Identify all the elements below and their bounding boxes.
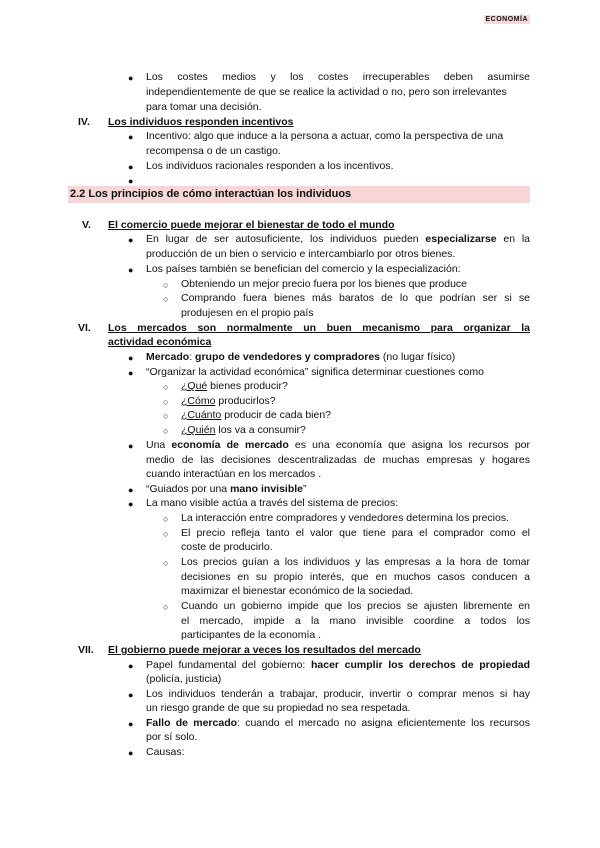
bullet-icon: ● <box>128 690 134 700</box>
bullet-icon: ● <box>128 176 134 186</box>
text-line: Mercado: grupo de vendedores y compradores (no lugar físico) <box>146 351 456 363</box>
text-line: Cuando un gobierno impide que los precios se ajusten libremente en <box>181 600 530 612</box>
header-label: ECONOMÍA <box>485 16 528 23</box>
text-line: Los individuos tenderán a trabajar, producir, invertir o comprar menos si hay <box>146 688 530 700</box>
roman-numeral: V. <box>82 219 91 231</box>
text-line: recompensa o de un castigo. <box>146 145 281 157</box>
text-line: Los precios guían a los individuos y las empresas a la hora de tomar <box>181 556 530 568</box>
text-line: La interacción entre compradores y vendedores determina los precios. <box>181 512 510 524</box>
text-line: (policía, justicia) <box>146 673 222 685</box>
circle-bullet-icon: ○ <box>163 294 169 304</box>
heading-vii: El gobierno puede mejorar a veces los resultados del mercado <box>108 644 421 656</box>
bullet-icon: ● <box>128 748 134 758</box>
text-line: un riesgo grande de que su propiedad no sea respetada. <box>146 702 411 714</box>
bullet-icon: ● <box>128 485 134 495</box>
bullet-icon: ● <box>128 235 134 245</box>
text-line: El precio refleja tanto el valor que tiene para el comprador como el <box>181 527 530 539</box>
text-line: En lugar de ser autosuficiente, los individuos pueden especializarse en la <box>146 233 530 245</box>
bullet-icon: ● <box>128 441 134 451</box>
text-line: para tomar una decisión. <box>146 101 262 113</box>
heading-iv: Los individuos responden incentivos <box>108 116 294 128</box>
text-line: Los países también se benefician del comercio y la especialización: <box>146 263 461 275</box>
text-line: Incentivo: algo que induce a la persona a actuar, como la perspectiva de una <box>146 130 504 142</box>
text-line: Comprando fuera bienes más baratos de lo que podrían ser si se <box>181 292 530 304</box>
section-heading: 2.2 Los principios de cómo interactúan los individuos <box>68 186 530 203</box>
text-line: Obteniendo un mejor precio fuera por los bienes que produce <box>181 278 468 290</box>
roman-numeral: VI. <box>78 322 91 334</box>
bullet-icon: ● <box>128 73 134 83</box>
text-line: el mercado, impide a la mano invisible coordine a todos los <box>181 615 530 627</box>
bullet-icon: ● <box>128 132 134 142</box>
text-line: coste de producirlo. <box>181 541 273 553</box>
circle-bullet-icon: ○ <box>163 514 169 524</box>
text-line: “Guiados por una mano invisible” <box>146 483 307 495</box>
bullet-icon: ● <box>128 353 134 363</box>
circle-bullet-icon: ○ <box>163 411 169 421</box>
roman-numeral: IV. <box>78 116 90 128</box>
heading-vi-cont: actividad económica <box>108 336 212 348</box>
text-line: Causas: <box>146 746 185 758</box>
text-line: Los costes medios y los costes irrecuperables deben asumirse <box>146 71 530 83</box>
text-line: ¿Quién los va a consumir? <box>181 424 306 436</box>
bullet-icon: ● <box>128 499 134 509</box>
circle-bullet-icon: ○ <box>163 280 169 290</box>
text-line: Los individuos racionales responden a los incentivos. <box>146 160 394 172</box>
text-line: Papel fundamental del gobierno: hacer cumplir los derechos de propiedad <box>146 659 530 671</box>
text-line: ¿Cuánto producir de cada bien? <box>181 409 332 421</box>
circle-bullet-icon: ○ <box>163 382 169 392</box>
text-line: Una economía de mercado es una economía que asigna los recursos por <box>146 439 530 451</box>
bullet-icon: ● <box>128 368 134 378</box>
circle-bullet-icon: ○ <box>163 426 169 436</box>
heading-vi: Los mercados son normalmente un buen mecanismo para organizar la <box>108 322 530 334</box>
circle-bullet-icon: ○ <box>163 602 169 612</box>
circle-bullet-icon: ○ <box>163 529 169 539</box>
bullet-icon: ● <box>128 162 134 172</box>
circle-bullet-icon: ○ <box>163 558 169 568</box>
text-line: produjesen en el propio país <box>181 307 314 319</box>
text-line: ¿Cómo producirlos? <box>181 395 276 407</box>
text-line: La mano visible actúa a través del sistema de precios: <box>146 497 399 509</box>
circle-bullet-icon: ○ <box>163 397 169 407</box>
text-line: decisiones en su propio interés, que en muchos casos conducen a <box>181 571 530 583</box>
text-line: independientemente de que se realice la actividad o no, pero son irrelevantes <box>146 86 507 98</box>
heading-v: El comercio puede mejorar el bienestar de todo el mundo <box>108 219 395 231</box>
bullet-icon: ● <box>128 265 134 275</box>
text-line: medio de las decisiones descentralizadas de muchas empresas y hogares <box>146 454 530 466</box>
text-line: Fallo de mercado: cuando el mercado no asigna eficientemente los recursos <box>146 717 531 729</box>
text-line: “Organizar la actividad económica” significa determinar cuestiones como <box>146 366 484 378</box>
text-line: participantes de la economía . <box>181 629 322 641</box>
text-line: por sí solo. <box>146 731 198 743</box>
text-line: ¿Qué bienes producir? <box>181 380 288 392</box>
text-line: producción de un bien o servicio e intercambiarlo por otros bienes. <box>146 248 456 260</box>
bullet-icon: ● <box>128 719 134 729</box>
text-line: cuando interactúan en los mercados . <box>146 468 322 480</box>
text-line: maximizar el bienestar económico de la sociedad. <box>181 585 414 597</box>
bullet-icon: ● <box>128 661 134 671</box>
roman-numeral: VII. <box>78 644 94 656</box>
